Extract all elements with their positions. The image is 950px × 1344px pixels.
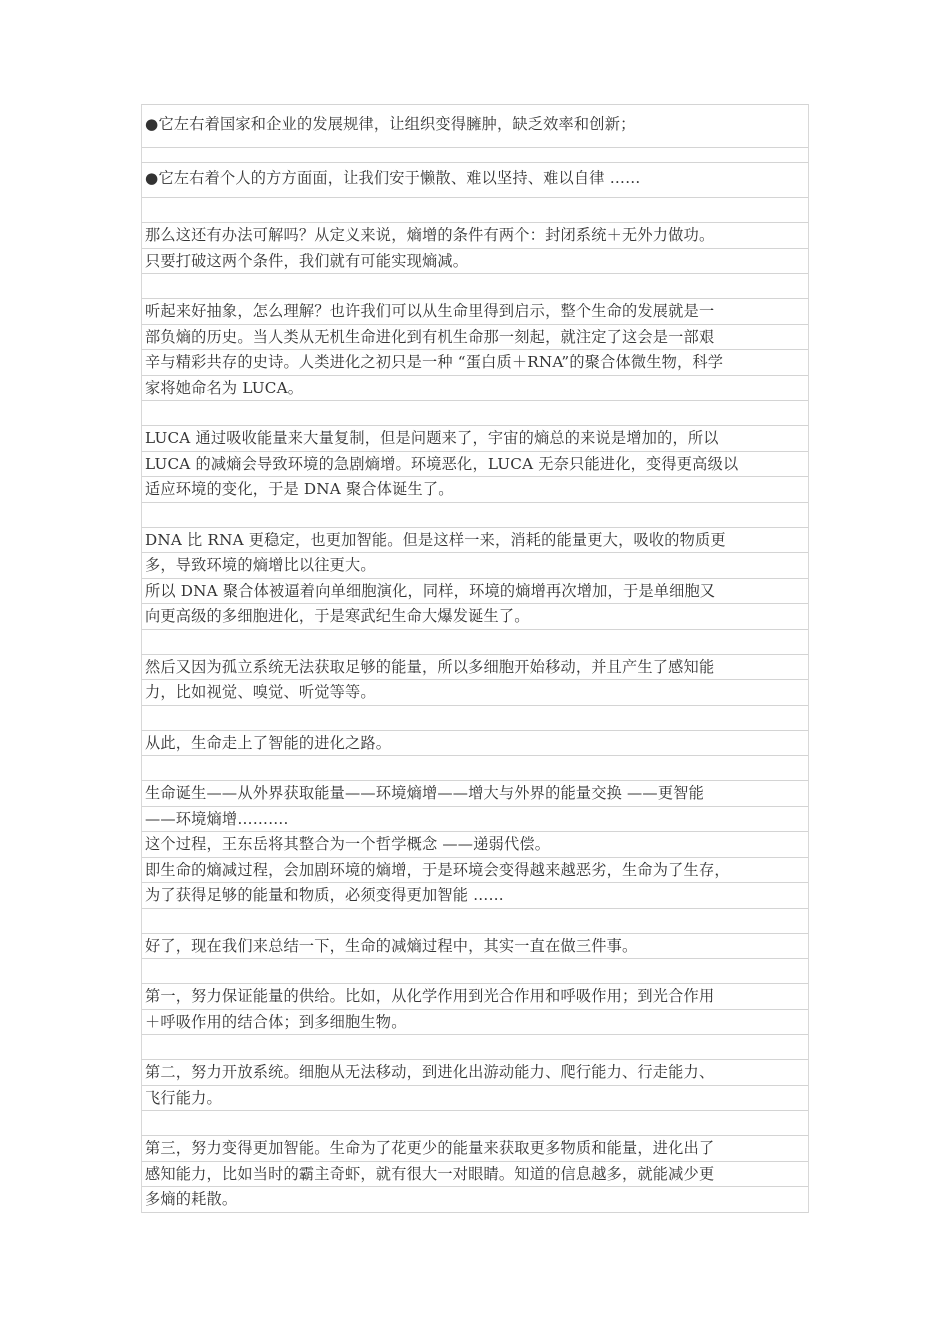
text-line: 飞行能力。 — [142, 1086, 808, 1112]
text-line: 即生命的熵减过程，会加剧环境的熵增，于是环境会变得越来越恶劣，生命为了生存， — [142, 858, 808, 884]
paragraph-gap — [141, 148, 809, 163]
text-line: ●它左右着个人的方方面面，让我们安于懒散、难以坚持、难以自律 …… — [142, 163, 808, 198]
paragraph-personal-entropy — [141, 163, 809, 198]
paragraph-gap — [141, 630, 809, 655]
paragraph-first-point — [141, 984, 809, 1035]
text-line: 第三，努力变得更加智能。生命为了花更少的能量来获取更多物质和能量，进化出了 — [142, 1136, 808, 1162]
text-line: 听起来好抽象，怎么理解？也许我们可以从生命里得到启示，整个生命的发展就是一 — [142, 299, 808, 325]
text-line: LUCA 的减熵会导致环境的急剧熵增。环境恶化，LUCA 无奈只能进化，变得更高级以 — [142, 452, 808, 478]
text-line: 适应环境的变化，于是 DNA 聚合体诞生了。 — [142, 477, 808, 503]
text-line: ●它左右着国家和企业的发展规律，让组织变得臃肿，缺乏效率和创新； — [142, 105, 808, 148]
text-line: 只要打破这两个条件，我们就有可能实现熵减。 — [142, 249, 808, 275]
paragraph-gap — [141, 1111, 809, 1136]
text-line: 生命诞生——从外界获取能量——环境熵增——增大与外界的能量交换 ——更智能 — [142, 781, 808, 807]
document-body — [141, 104, 809, 1213]
paragraph-gap — [141, 1035, 809, 1060]
text-line: 所以 DNA 聚合体被逼着向单细胞演化，同样，环境的熵增再次增加，于是单细胞又 — [142, 579, 808, 605]
text-line: 家将她命名为 LUCA。 — [142, 376, 808, 402]
text-line: 好了，现在我们来总结一下，生命的减熵过程中，其实一直在做三件事。 — [142, 934, 808, 960]
text-line: 多，导致环境的熵增比以往更大。 — [142, 553, 808, 579]
paragraph-gap — [141, 503, 809, 528]
text-line: 多熵的耗散。 — [142, 1187, 808, 1213]
text-line: 然后又因为孤立系统无法获取足够的能量，所以多细胞开始移动，并且产生了感知能 — [142, 655, 808, 681]
paragraph-dna — [141, 528, 809, 630]
paragraph-gap — [141, 706, 809, 731]
paragraph-perception — [141, 655, 809, 706]
text-line: 辛与精彩共存的史诗。人类进化之初只是一种 “蛋白质＋RNA”的聚合体微生物，科学 — [142, 350, 808, 376]
paragraph-gap — [141, 401, 809, 426]
paragraph-life-history — [141, 299, 809, 401]
paragraph-solution — [141, 223, 809, 274]
paragraph-third-point — [141, 1136, 809, 1213]
text-line: 那么这还有办法可解吗？从定义来说，熵增的条件有两个：封闭系统＋无外力做功。 — [142, 223, 808, 249]
paragraph-gap — [141, 909, 809, 934]
text-line: 向更高级的多细胞进化，于是寒武纪生命大爆发诞生了。 — [142, 604, 808, 630]
text-line: 这个过程，王东岳将其整合为一个哲学概念 ——递弱代偿。 — [142, 832, 808, 858]
text-line: 第一，努力保证能量的供给。比如，从化学作用到光合作用和呼吸作用；到光合作用 — [142, 984, 808, 1010]
paragraph-second-point — [141, 1060, 809, 1111]
paragraph-process — [141, 781, 809, 909]
paragraph-gap — [141, 274, 809, 299]
text-line: 从此，生命走上了智能的进化之路。 — [142, 731, 808, 757]
text-line: 部负熵的历史。当人类从无机生命进化到有机生命那一刻起，就注定了这会是一部艰 — [142, 325, 808, 351]
text-line: 感知能力，比如当时的霸主奇虾，就有很大一对眼睛。知道的信息越多，就能减少更 — [142, 1162, 808, 1188]
text-line: ——环境熵增………. — [142, 807, 808, 833]
paragraph-intelligence-road — [141, 731, 809, 757]
paragraph-org-entropy — [141, 104, 809, 148]
paragraph-gap — [141, 756, 809, 781]
text-line: 为了获得足够的能量和物质，必须变得更加智能 …… — [142, 883, 808, 909]
text-line: 第二，努力开放系统。细胞从无法移动，到进化出游动能力、爬行能力、行走能力、 — [142, 1060, 808, 1086]
paragraph-luca — [141, 426, 809, 503]
text-line: ＋呼吸作用的结合体；到多细胞生物。 — [142, 1010, 808, 1036]
paragraph-summary — [141, 934, 809, 960]
text-line: 力，比如视觉、嗅觉、听觉等等。 — [142, 680, 808, 706]
paragraph-gap — [141, 959, 809, 984]
paragraph-gap — [141, 198, 809, 223]
text-line: DNA 比 RNA 更稳定，也更加智能。但是这样一来，消耗的能量更大，吸收的物质更 — [142, 528, 808, 554]
text-line: LUCA 通过吸收能量来大量复制，但是问题来了，宇宙的熵总的来说是增加的，所以 — [142, 426, 808, 452]
